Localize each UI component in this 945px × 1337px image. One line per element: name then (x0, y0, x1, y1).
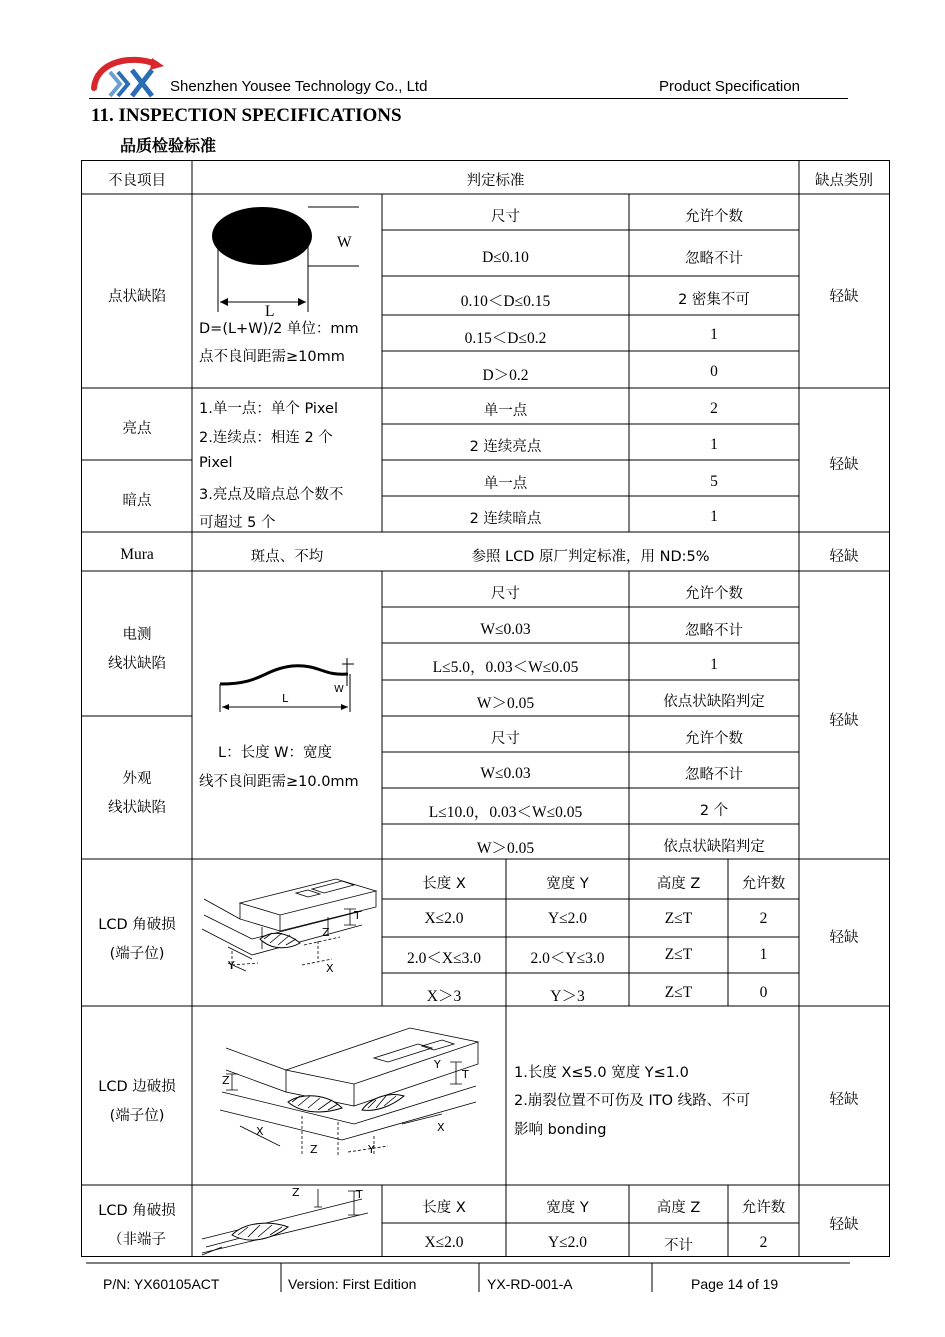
corner-term-cell: X＞3 (426, 988, 462, 1005)
section-title: 11. INSPECTION SPECIFICATIONS (91, 105, 402, 126)
mura-standard: 参照 LCD 原厂判定标准，用 ND:5% (471, 549, 710, 565)
bright-dark-desc-line: Pixel (199, 455, 233, 471)
corner-term-col-y: 宽度 Y (546, 876, 589, 892)
mura-desc: 斑点、不均 (250, 549, 324, 565)
col-header-standard: 判定标准 (466, 173, 525, 189)
elec-row-count: 依点状缺陷判定 (663, 694, 765, 710)
edge-term-fig-x2: X (437, 1121, 445, 1134)
vis-row-count: 依点状缺陷判定 (663, 839, 765, 855)
dot-spacing-note: 点不良间距需≥10mm (199, 349, 345, 365)
edge-term-label: LCD 边破损 (98, 1079, 176, 1095)
footer-part-number: P/N: YX60105ACT (103, 1276, 220, 1292)
dot-defect-class: 轻缺 (829, 289, 859, 305)
corner-term-cell: Y≤2.0 (547, 910, 588, 927)
bright-row-count: 1 (710, 436, 718, 453)
line-fig-w-label: W (334, 684, 344, 695)
vis-col-size: 尺寸 (491, 731, 520, 747)
edge-term-desc-line: 2.崩裂位置不可伤及 ITO 线路、不可 (514, 1093, 751, 1109)
corner-nonterm-col-count: 允许数 (741, 1200, 786, 1216)
bright-dot-label: 亮点 (122, 421, 152, 437)
elec-line-label: 电测 (122, 627, 152, 643)
elec-col-size: 尺寸 (491, 586, 520, 602)
dot-row-size: D＞0.2 (482, 367, 529, 384)
corner-term-cell: 2.0＜Y≤3.0 (530, 950, 605, 967)
dark-row-size: 单一点 (483, 476, 528, 492)
dot-row-count: 2 密集不可 (678, 292, 750, 308)
elec-line-label: 线状缺陷 (108, 656, 166, 672)
corner-nonterm-col-z: 高度 Z (656, 1200, 701, 1216)
edge-term-fig-t: T (462, 1068, 469, 1081)
corner-nonterm-cell: 2 (759, 1234, 768, 1251)
dot-row-count: 忽略不计 (685, 251, 743, 267)
corner-term-cell: Z≤T (664, 910, 693, 927)
corner-term-col-count: 允许数 (741, 876, 786, 892)
corner-term-cell: 1 (759, 946, 768, 963)
company-name: Shenzhen Yousee Technology Co., Ltd (170, 78, 428, 95)
elec-row-count: 忽略不计 (685, 623, 743, 639)
dot-col-size: 尺寸 (491, 209, 520, 225)
corner-nonterm-fig-t: T (356, 1188, 363, 1201)
vis-row-size: W≤0.03 (480, 765, 531, 782)
section-subtitle: 品质检验标准 (120, 136, 217, 155)
vis-line-label: 外观 (122, 771, 152, 787)
corner-term-col-z: 高度 Z (656, 876, 701, 892)
document-type: Product Specification (659, 78, 800, 95)
corner-term-fig-t: T (354, 909, 361, 922)
dark-row-size: 2 连续暗点 (469, 511, 542, 527)
corner-term-cell: 2 (759, 910, 768, 927)
bright-dark-class: 轻缺 (829, 457, 859, 473)
corner-term-cell: Z≤T (664, 946, 693, 963)
vis-row-size: W＞0.05 (476, 840, 535, 857)
dot-defect-label: 点状缺陷 (108, 289, 166, 305)
dark-dot-label: 暗点 (122, 493, 152, 509)
corner-nonterm-col-x: 长度 X (422, 1200, 466, 1216)
elec-row-size: L≤5.0，0.03＜W≤0.05 (432, 659, 579, 676)
corner-term-cell: 2.0＜X≤3.0 (407, 950, 481, 967)
vis-row-size: L≤10.0，0.03＜W≤0.05 (428, 804, 583, 821)
footer-version: Version: First Edition (288, 1276, 417, 1292)
dot-fig-w-label: W (337, 234, 352, 251)
dot-row-count: 0 (710, 363, 718, 380)
bright-row-size: 2 连续亮点 (469, 439, 542, 455)
corner-term-cell: Z≤T (664, 984, 693, 1001)
corner-term-col-x: 长度 X (422, 876, 466, 892)
dot-formula-note: D=(L+W)/2 单位：mm (199, 321, 359, 337)
corner-term-label: LCD 角破损 (98, 917, 176, 933)
corner-nonterm-cell: X≤2.0 (424, 1234, 464, 1251)
elec-col-count: 允许个数 (685, 586, 743, 602)
corner-nonterm-col-y: 宽度 Y (546, 1200, 589, 1216)
mura-label: Mura (120, 546, 154, 563)
corner-term-class: 轻缺 (829, 930, 859, 946)
dot-fig-l-label: L (265, 303, 275, 320)
edge-term-label: (端子位) (109, 1108, 165, 1124)
vis-line-label: 线状缺陷 (108, 800, 166, 816)
col-header-class: 缺点类别 (815, 173, 873, 189)
dot-row-size: D≤0.10 (482, 249, 529, 266)
corner-term-fig-y: Y (228, 959, 235, 972)
edge-term-fig-y2: Y (368, 1143, 375, 1156)
corner-nonterm-label: LCD 角破损 (98, 1203, 176, 1219)
dot-col-count: 允许个数 (685, 209, 743, 225)
corner-term-cell: 0 (759, 984, 768, 1001)
edge-term-desc-line: 1.长度 X≤5.0 宽度 Y≤1.0 (514, 1065, 689, 1081)
dark-row-count: 1 (710, 508, 718, 525)
line-note-lw: L：长度 W：宽度 (218, 745, 333, 761)
mura-class: 轻缺 (829, 549, 859, 565)
dot-row-count: 1 (710, 326, 718, 343)
vis-row-count: 2 个 (699, 803, 729, 819)
line-note-spacing: 线不良间距需≥10.0mm (199, 774, 359, 790)
corner-term-cell: X≤2.0 (424, 910, 464, 927)
footer-doc-code: YX-RD-001-A (487, 1276, 573, 1292)
edge-term-class: 轻缺 (829, 1092, 859, 1108)
corner-term-fig-z: Z (322, 926, 330, 939)
corner-nonterm-class: 轻缺 (829, 1217, 859, 1233)
edge-term-fig-z2: Z (310, 1143, 318, 1156)
bright-dark-desc-line: 2.连续点：相连 2 个 (199, 430, 333, 446)
dot-row-size: 0.15＜D≤0.2 (464, 330, 547, 347)
vis-col-count: 允许个数 (685, 731, 743, 747)
elec-row-size: W≤0.03 (480, 621, 531, 638)
corner-nonterm-label: （非端子 (108, 1232, 166, 1248)
bright-dark-desc-line: 1.单一点：单个 Pixel (199, 401, 338, 417)
edge-term-desc-line: 影响 bonding (514, 1122, 607, 1138)
edge-term-fig-y: Y (434, 1058, 441, 1071)
vis-row-count: 忽略不计 (685, 767, 743, 783)
edge-term-fig-x: X (256, 1125, 264, 1138)
bright-row-count: 2 (710, 400, 718, 417)
footer-page-number: Page 14 of 19 (691, 1276, 779, 1292)
col-header-item: 不良项目 (108, 173, 166, 189)
elec-row-count: 1 (710, 656, 718, 673)
line-fig-l-label: L (282, 692, 289, 705)
corner-term-fig-x: X (326, 962, 334, 975)
dark-row-count: 5 (710, 473, 718, 490)
elec-row-size: W＞0.05 (476, 695, 535, 712)
dot-row-size: 0.10＜D≤0.15 (460, 293, 551, 310)
bright-dark-desc-line: 3.亮点及暗点总个数不 (199, 487, 344, 503)
corner-nonterm-cell: 不计 (664, 1238, 693, 1254)
corner-nonterm-cell: Y≤2.0 (547, 1234, 588, 1251)
corner-term-label: (端子位) (109, 946, 165, 962)
edge-term-fig-z: Z (222, 1074, 230, 1087)
line-defect-class: 轻缺 (829, 713, 859, 729)
bright-dark-desc-line: 可超过 5 个 (199, 515, 276, 531)
bright-row-size: 单一点 (483, 403, 528, 419)
corner-term-cell: Y＞3 (550, 988, 585, 1005)
corner-nonterm-fig-z: Z (292, 1186, 300, 1199)
